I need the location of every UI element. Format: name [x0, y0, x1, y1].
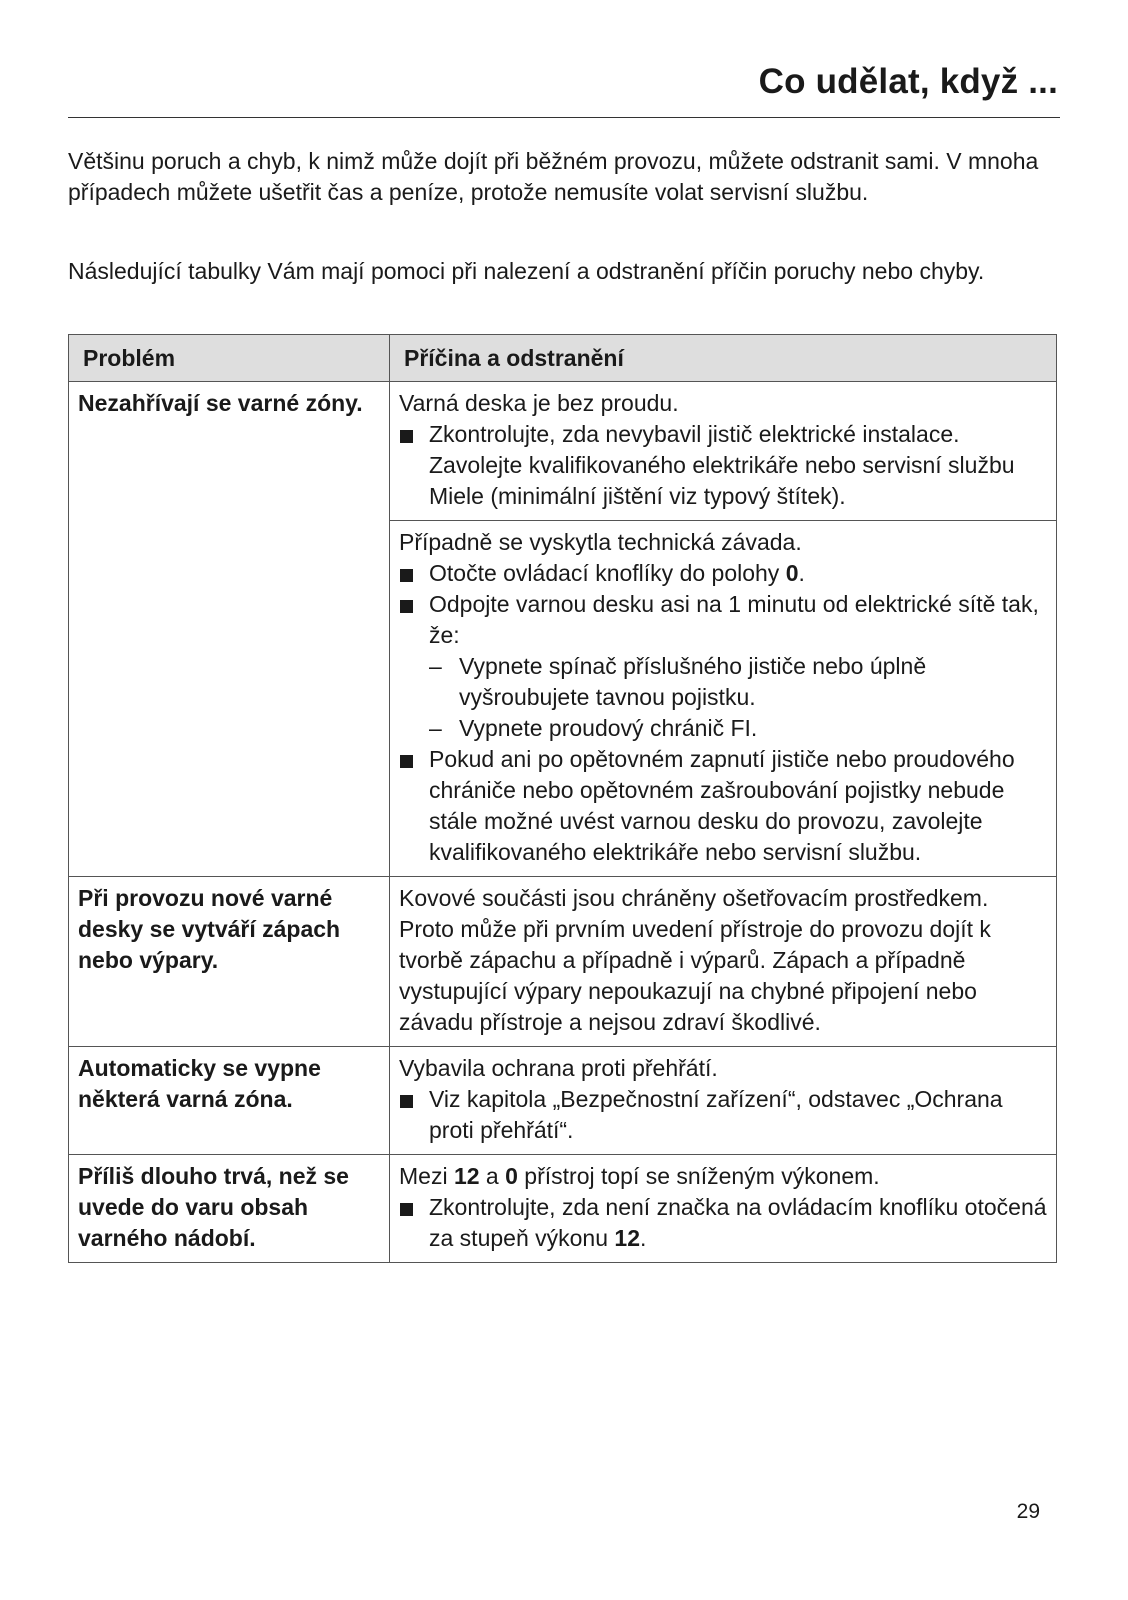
bullet-text: Otočte ovládací knoflíky do polohy	[429, 560, 786, 586]
square-bullet-icon	[400, 755, 413, 768]
table-header-row	[69, 335, 1057, 382]
page-title: Co udělat, když ...	[758, 62, 1058, 101]
cause-cell	[390, 521, 1057, 877]
dash-text: Vypnete proudový chránič FI.	[459, 715, 758, 741]
problem-cell: Při provozu nové varné desky se vytváří zápach nebo výpary.	[69, 877, 390, 1047]
bullet-bold-value: 0	[785, 560, 799, 586]
cause-cell	[390, 1155, 1057, 1263]
dash-marker: –	[429, 715, 442, 741]
square-bullet-icon	[400, 569, 413, 582]
dash-marker: –	[429, 653, 442, 679]
cause-text: Vybavila ochrana proti přehřátí.	[399, 1055, 718, 1081]
cause-text-part: a	[479, 1163, 506, 1189]
bullet-text: Odpojte varnou desku asi na 1 minutu od elektrické sítě tak, že:	[429, 591, 1039, 648]
cause-bold-value: 0	[505, 1163, 518, 1189]
bullet-text-end: .	[798, 560, 805, 586]
bullet-item	[399, 589, 1048, 651]
bullet-text: Zkontrolujte, zda nevybavil jistič elektrické instalace. Zavolejte kvalifikovaného elektrikáře nebo servisní službu Miele (minimální jištění viz typový štítek).	[429, 421, 1015, 509]
bullet-bold-value: 12	[614, 1225, 640, 1251]
bullet-text-end: .	[640, 1225, 647, 1251]
cause-cell	[390, 877, 1057, 1047]
cause-text: Případně se vyskytla technická závada.	[399, 529, 802, 555]
header-cause: Příčina a odstranění	[390, 335, 1057, 382]
problem-cell: Automaticky se vypne některá varná zóna.	[69, 1047, 390, 1155]
table-row	[69, 877, 1057, 1047]
bullet-text: Zkontrolujte, zda není značka na ovládacím knoflíku otočená za stupeň výkonu	[429, 1194, 1047, 1251]
troubleshooting-table	[68, 334, 1057, 1263]
cause-text-part: Mezi	[399, 1163, 454, 1189]
bullet-item	[399, 1192, 1048, 1254]
intro-paragraph-1: Většinu poruch a chyb, k nimž může dojít při běžném provozu, můžete odstranit sami. V mnoha případech můžete ušetřit čas a peníze, protože nemusíte volat servisní službu.	[68, 148, 1039, 205]
dash-item	[399, 651, 1048, 713]
bullet-item	[399, 419, 1048, 512]
title-divider	[68, 117, 1060, 118]
bullet-item	[399, 1084, 1048, 1146]
square-bullet-icon	[400, 430, 413, 443]
table-row	[69, 382, 1057, 521]
problem-cell: Příliš dlouho trvá, než se uvede do varu obsah varného nádobí.	[69, 1155, 390, 1263]
dash-text: Vypnete spínač příslušného jističe nebo úplně vyšroubujete tavnou pojistku.	[459, 653, 927, 710]
bullet-item	[399, 744, 1048, 868]
square-bullet-icon	[400, 1203, 413, 1216]
cause-bold-value: 12	[453, 1163, 480, 1189]
square-bullet-icon	[400, 600, 413, 613]
table-row	[69, 1155, 1057, 1263]
cause-cell	[390, 382, 1057, 521]
cause-cell	[390, 1047, 1057, 1155]
cause-text: Varná deska je bez proudu.	[399, 390, 679, 416]
header-problem: Problém	[69, 335, 390, 382]
page-number: 29	[1016, 1500, 1040, 1523]
dash-item	[399, 713, 1048, 744]
square-bullet-icon	[400, 1095, 413, 1108]
bullet-text: Viz kapitola „Bezpečnostní zařízení“, odstavec „Ochrana proti přehřátí“.	[429, 1086, 1003, 1143]
intro-paragraph-2: Následující tabulky Vám mají pomoci při nalezení a odstranění příčin poruchy nebo chyby.	[68, 258, 985, 284]
bullet-item	[399, 558, 1048, 589]
table-row	[69, 1047, 1057, 1155]
cause-text-part: přístroj topí se sníženým výkonem.	[517, 1163, 880, 1189]
cause-text	[399, 1161, 1048, 1192]
bullet-text: Pokud ani po opětovném zapnutí jističe nebo proudového chrániče nebo opětovném zašroubování pojistky nebude stále možné uvést varnou desku do provozu, zavolejte kvalifikovaného elektrikáře nebo servisní službu.	[429, 746, 1015, 865]
cause-text: Kovové součásti jsou chráněny ošetřovacím prostředkem. Proto může při prvním uvedení přístroje do provozu dojít k tvorbě zápachu a případně i výparů. Zápach a případně vystupující výpary nepoukazují na chybné připojení nebo závadu přístroje a nejsou zdraví škodlivé.	[399, 885, 991, 1035]
problem-cell: Nezahřívají se varné zóny.	[69, 382, 390, 877]
